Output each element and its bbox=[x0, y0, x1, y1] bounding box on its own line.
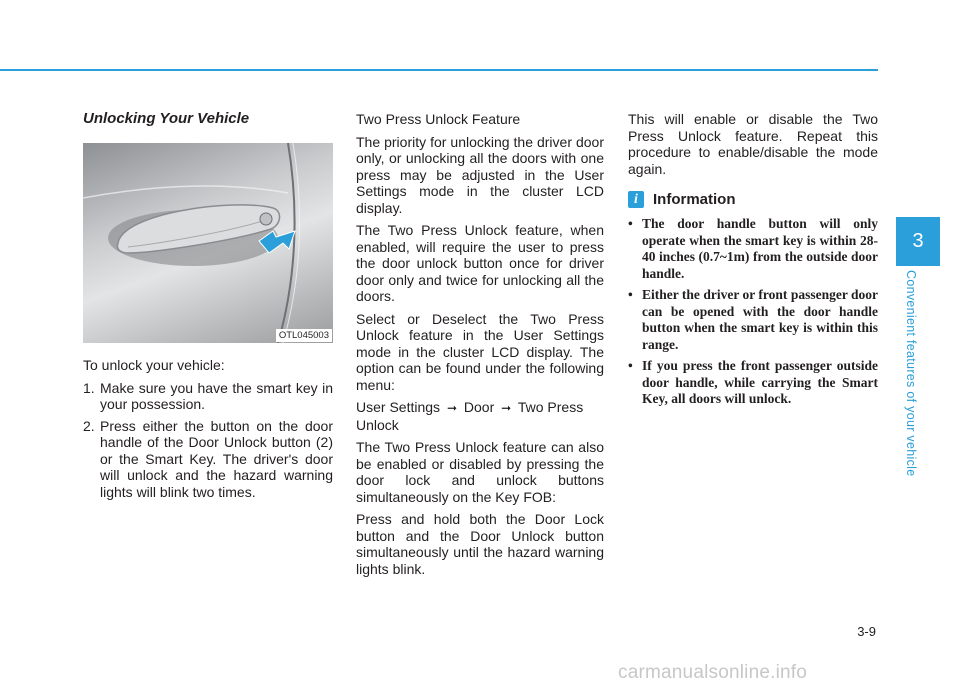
step-text: Press either the button on the door handle of the Door Unlock button (2) or the Smart Key. The driver's door will unlock and the hazard warning lights will blink two times. bbox=[100, 417, 333, 500]
figure-code: OTL045003 bbox=[276, 329, 332, 342]
paragraph: This will enable or disable the Two Press Unlock feature. Repeat this procedure to enable/disable the mode again. bbox=[628, 111, 878, 177]
chapter-title: Convenient features of your vehicle bbox=[904, 270, 918, 477]
bullet: • bbox=[628, 358, 633, 373]
menu-path-step: Door bbox=[463, 399, 495, 415]
watermark: carmanualsonline.info bbox=[618, 662, 808, 683]
bullet: • bbox=[628, 287, 633, 302]
paragraph: The priority for unlocking the driver door only, or unlocking all the doors with one press may be adjusted in the User Settings mode in the cluster LCD display. bbox=[356, 133, 604, 216]
page-number: 3-9 bbox=[857, 624, 876, 639]
information-icon: i bbox=[628, 191, 644, 208]
arrow-right-icon: ➞ bbox=[501, 401, 512, 415]
menu-path bbox=[356, 399, 604, 433]
list-item bbox=[83, 380, 333, 413]
information-heading bbox=[628, 191, 878, 208]
menu-path-step: User Settings bbox=[356, 399, 441, 415]
subheading: Two Press Unlock Feature bbox=[356, 111, 521, 127]
intro-text: To unlock your vehicle: bbox=[83, 357, 225, 373]
info-text: Either the driver or front passenger door can be opened with the door handle button when the smart key is within this range. bbox=[642, 287, 878, 352]
column-3 bbox=[628, 111, 878, 413]
list-item bbox=[83, 418, 333, 501]
list-item bbox=[628, 216, 878, 282]
step-text: Make sure you have the smart key in your possession. bbox=[100, 379, 333, 412]
info-text: The door handle button will only operate when the smart key is within 28-40 inches (0.7~1m) from the outside door handle. bbox=[642, 216, 878, 281]
step-number: 1. bbox=[83, 379, 95, 396]
info-text: If you press the front passenger outside door handle, while carrying the Smart Key, all doors will unlock. bbox=[642, 358, 878, 406]
step-number: 2. bbox=[83, 417, 95, 434]
paragraph: Press and hold both the Door Lock button and the Door Unlock button simultaneously until the hazard warning lights blink. bbox=[356, 511, 604, 577]
paragraph: The Two Press Unlock feature can also be enabled or disabled by pressing the door lock and unlock buttons simultaneously on the Key FOB: bbox=[356, 439, 604, 505]
paragraph: The Two Press Unlock feature, when enabled, will require the user to press the door unlock button once for driver door only and twice for unlocking all the doors. bbox=[356, 222, 604, 304]
information-list bbox=[628, 216, 878, 408]
arrow-right-icon: ➞ bbox=[446, 401, 457, 415]
section-heading: Unlocking Your Vehicle bbox=[83, 110, 250, 127]
door-handle-image bbox=[83, 143, 333, 343]
menu-path-step: Two Press Unlock bbox=[356, 399, 584, 433]
column-2 bbox=[356, 111, 604, 583]
steps-list bbox=[83, 380, 333, 501]
bullet: • bbox=[628, 216, 633, 231]
paragraph: Select or Deselect the Two Press Unlock feature in the User Settings mode in the cluster LCD display. The option can be found under the following menu: bbox=[356, 310, 604, 393]
column-1 bbox=[83, 110, 333, 505]
header-rule bbox=[0, 69, 878, 71]
list-item bbox=[628, 358, 878, 408]
chapter-number-tab: 3 bbox=[896, 217, 940, 266]
information-title: Information bbox=[653, 191, 736, 208]
door-handle-illustration bbox=[83, 143, 333, 343]
list-item bbox=[628, 287, 878, 353]
